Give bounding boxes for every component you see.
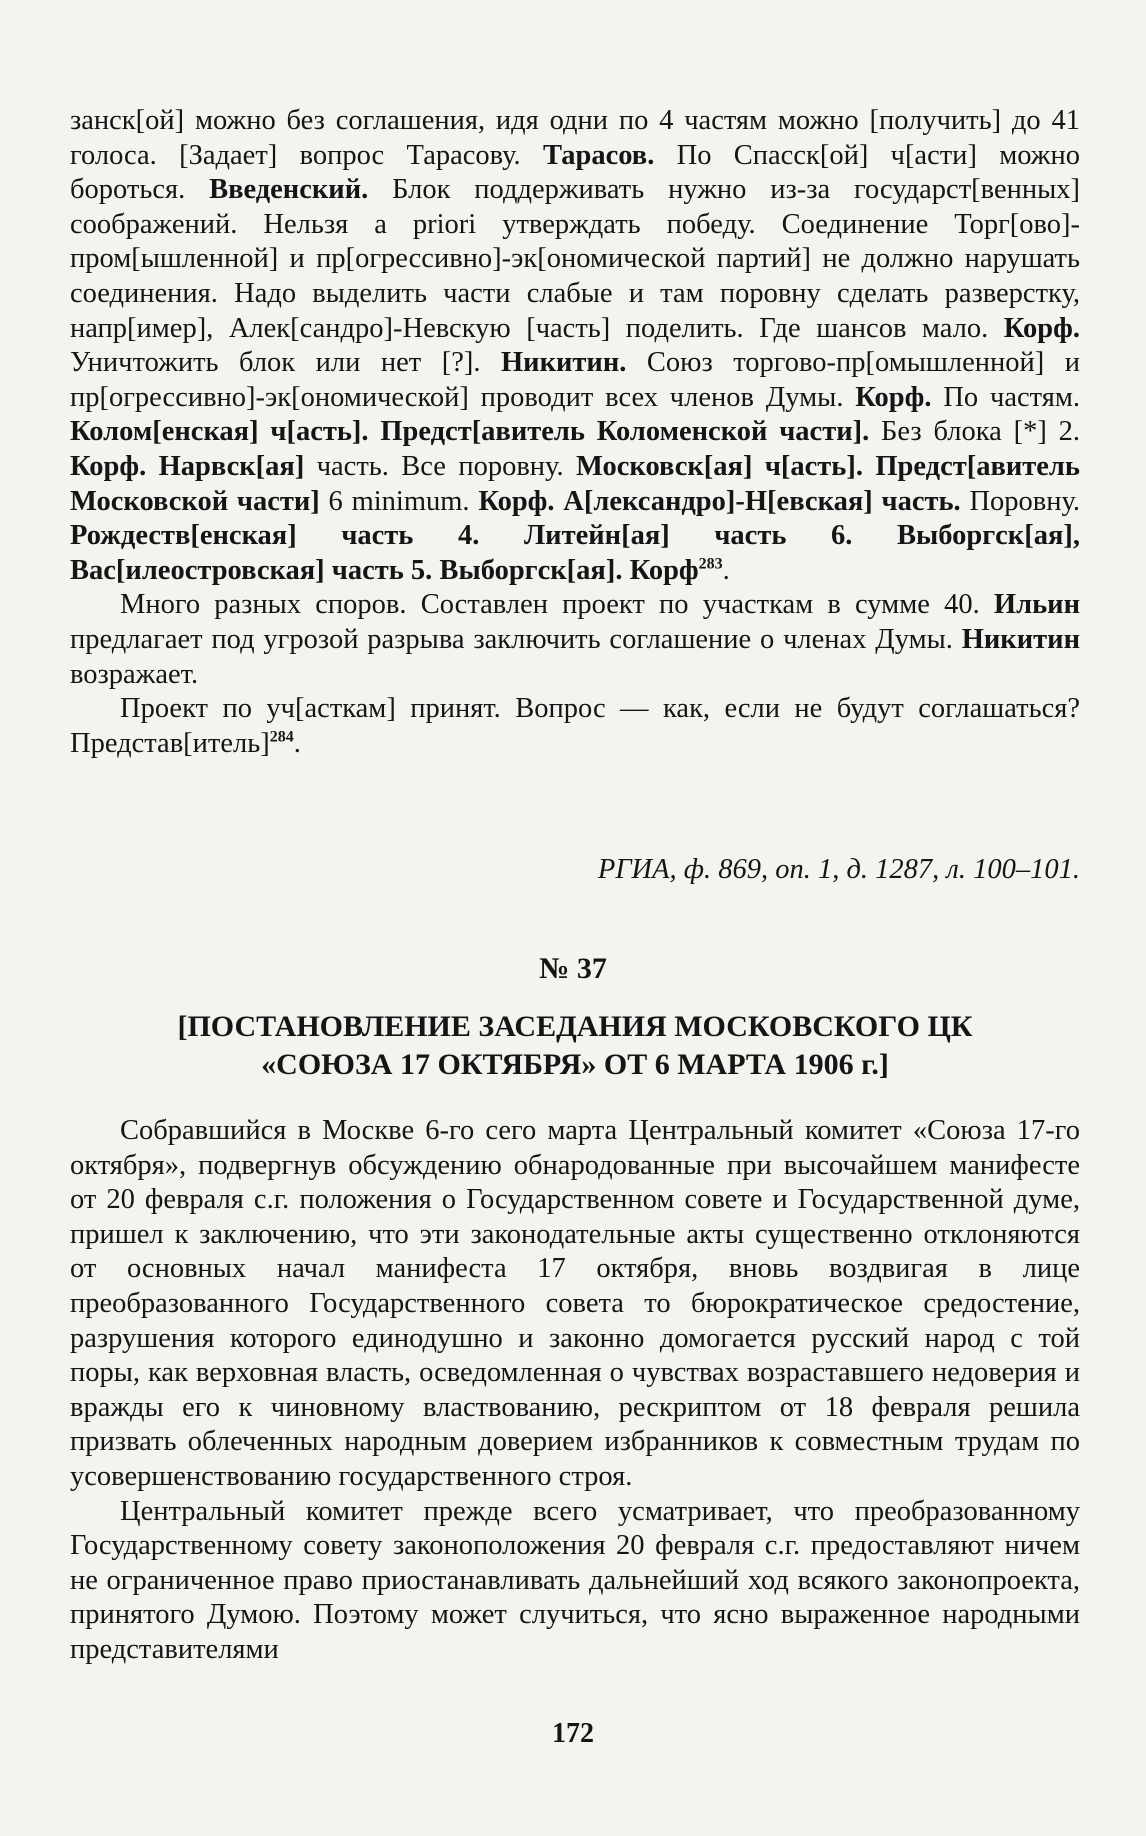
speaker-name-text: Московск[ая] ч[асть]. Предст[авитель Московской части]	[70, 450, 1080, 517]
speaker-name-text: Никитин.	[501, 347, 627, 379]
protocol-text: 6 minimum.	[319, 485, 479, 517]
protocol-text: возражает.	[70, 658, 199, 690]
protocol-text: Без блока [*] 2.	[869, 416, 1080, 448]
speaker-name-text: Тарасов.	[542, 139, 655, 171]
protocol-text: Союз торгово-пр[омышленной] и пр[огрессивно]-эк[ономической] проводит всех членов Думы.	[70, 347, 1080, 413]
archive-source-reference: РГИА, ф. 869, оп. 1, д. 1287, л. 100–101.	[597, 854, 1080, 885]
protocol-continuation	[70, 104, 1080, 761]
protocol-paragraph-3	[70, 692, 1080, 761]
protocol-paragraph-1	[70, 104, 1080, 588]
resolution-body	[70, 1114, 1080, 1668]
document-title-line-2: «СОЮЗА 17 ОКТЯБРЯ» ОТ 6 МАРТА 1906 г.]	[261, 1048, 889, 1081]
footnote-marker: 284	[269, 728, 294, 746]
protocol-text: Поровну.	[960, 485, 1081, 517]
speaker-name-text: Колом[енская] ч[асть]. Предст[авитель Коломенской части].	[70, 416, 870, 448]
protocol-text: часть. Все поровну.	[304, 450, 576, 482]
page-number: 172	[552, 1718, 594, 1749]
speaker-name-text: Корф.	[1003, 312, 1080, 344]
document-title	[70, 1008, 1080, 1084]
protocol-text: .	[293, 727, 301, 759]
protocol-text: Уничтожить блок или нет [?].	[70, 347, 501, 379]
document-number: № 37	[539, 952, 607, 985]
protocol-text: Блок поддерживать нужно из-за государст[венных] соображений. Нельзя а priori утверждать победу. Соединение Торг[ово]-пром[ышленной] и пр[огрессивно]-эк[ономической партий] не должно нарушать соединения. Надо выделить части слабые и там поровну сделать разверстку, напр[имер], Алек[сандро]-Невскую [часть] поделить. Где шансов мало.	[70, 174, 1080, 344]
protocol-text: По частям.	[931, 381, 1080, 413]
resolution-paragraph-1: Собравшийся в Москве 6-го сего марта Центральный комитет «Союза 17-го октября», подвергнув обсуждению обнародованные при высочайшем манифесте от 20 февраля с.г. положения о Государственном совете и Государственной думе, пришел к заключению, что эти законодательные акты существенно отклоняются от основных начал манифеста 17 октября, вновь воздвигая в лице преобразованного Государственного совета то бюрократическое средостение, разрушения которого единодушно и законно домогается русский народ с той поры, как верховная власть, осведомленная о чувствах возраставшего недоверия и вражды его к чиновному властвованию, рескриптом от 18 февраля решила призвать облеченных народным доверием избранников к совместным трудам по усовершенствованию государственного строя.	[70, 1115, 1080, 1492]
speaker-name-text: Ильин	[993, 589, 1080, 621]
footnote-marker: 283	[698, 555, 723, 573]
speaker-name-text: Корф.	[855, 381, 932, 413]
protocol-text: Много разных споров. Составлен проект по участкам в сумме 40.	[120, 589, 994, 621]
document-title-line-1: [ПОСТАНОВЛЕНИЕ ЗАСЕДАНИЯ МОСКОВСКОГО ЦК	[177, 1010, 973, 1043]
protocol-paragraph-2	[70, 588, 1080, 692]
protocol-text: занск[ой] можно без соглашения, идя одни по 4 частям можно [получить] до 41 голоса. [Задает] вопрос Тарасову.	[70, 105, 1080, 171]
protocol-text: По Спасск[ой] ч[асти] можно бороться.	[70, 139, 1081, 206]
speaker-name-text: Никитин	[961, 623, 1080, 655]
speaker-name-text: Введенский.	[209, 174, 369, 206]
protocol-text: предлагает под угрозой разрыва заключить соглашение о членах Думы.	[70, 623, 962, 655]
resolution-paragraph-2: Центральный комитет прежде всего усматривает, что преобразованному Государственному совету законоположения 20 февраля с.г. предоставляют ничем не ограниченное право приостанавливать дальнейший ход всякого законопроекта, принятого Думою. Поэтому может случиться, что ясно выраженное народными представителями	[70, 1495, 1080, 1665]
speaker-name-text: Рождеств[енская] часть 4. Литейн[ая] часть 6. Выборгск[ая], Вас[илеостровская] часть 5. Выборгск[ая]. Корф	[70, 520, 1080, 586]
speaker-name-text: Корф. Нарвск[ая]	[70, 450, 305, 482]
speaker-name-text: Корф. А[лександро]-Н[евская] часть.	[478, 485, 961, 517]
protocol-text: Проект по уч[асткам] принят. Вопрос — как, если не будут соглашаться? Представ[итель]	[70, 693, 1080, 759]
protocol-text: .	[722, 554, 730, 586]
